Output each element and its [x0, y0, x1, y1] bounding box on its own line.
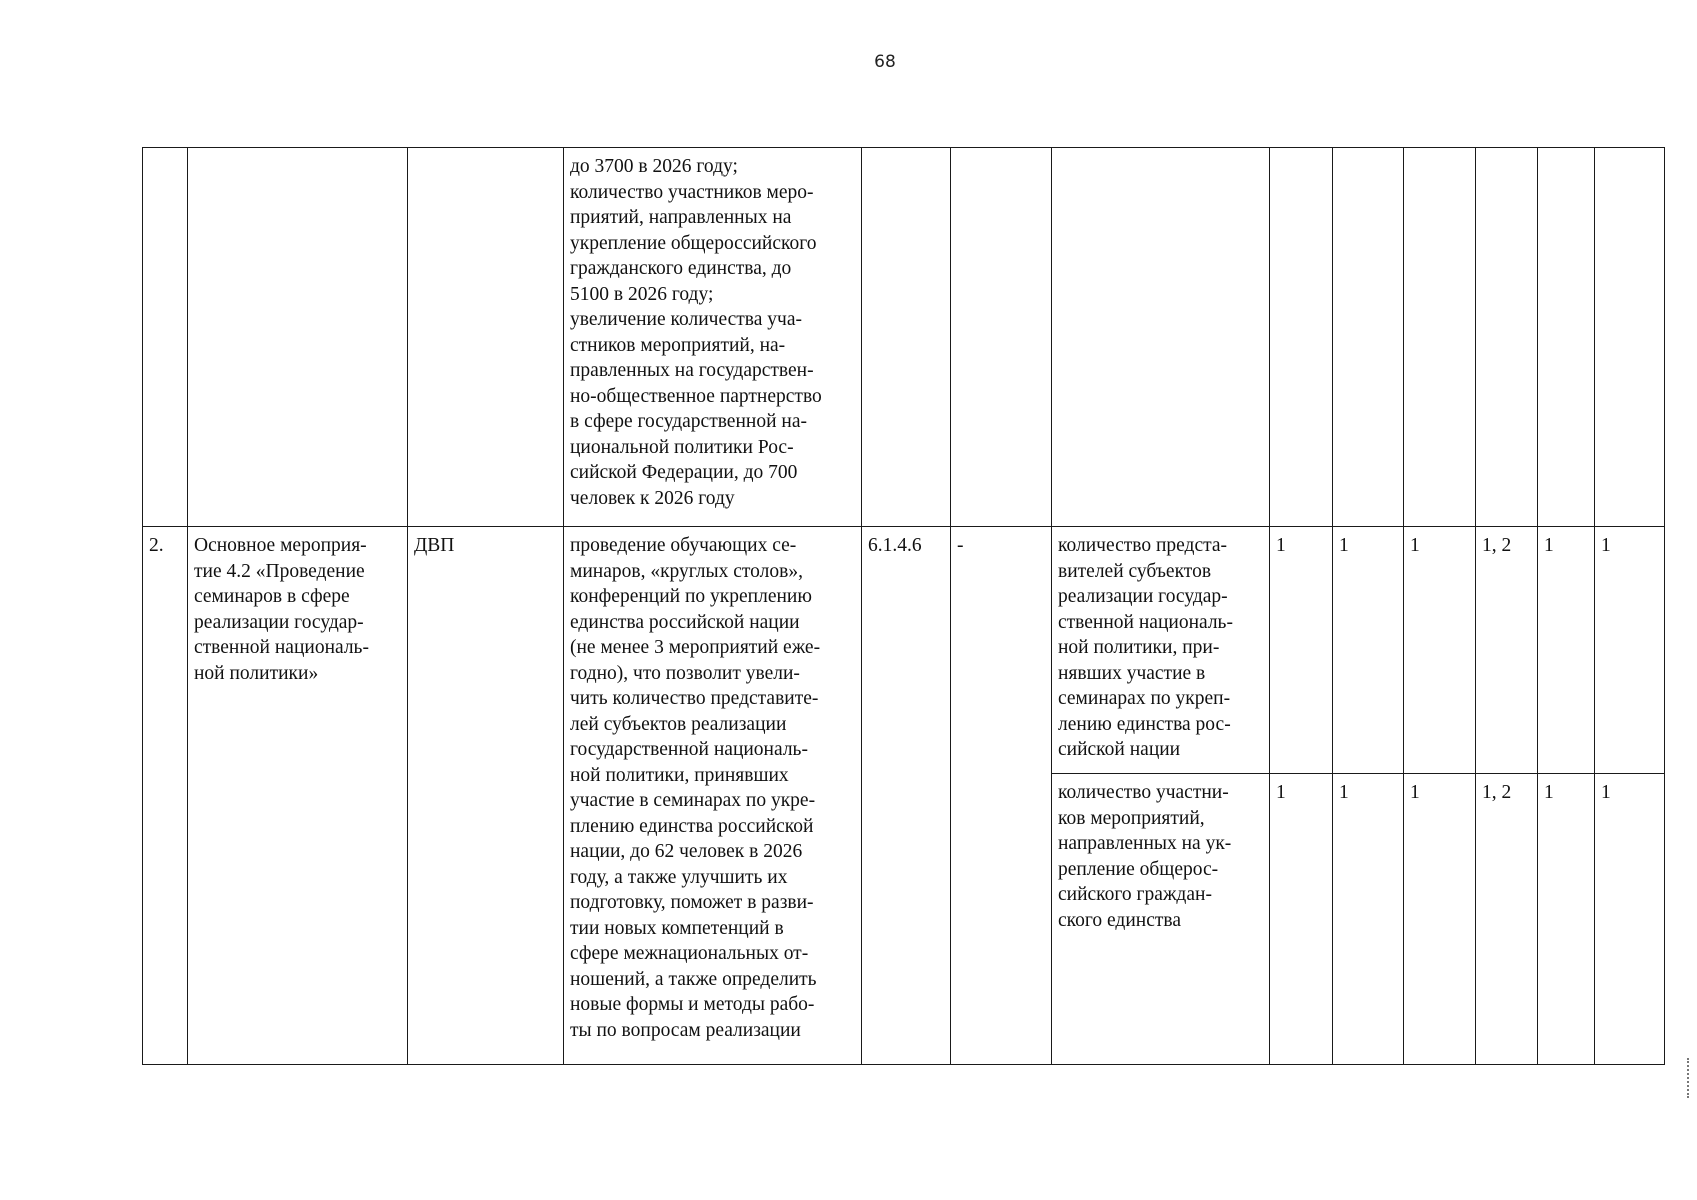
link-cell: [951, 148, 1052, 527]
indicator-value: 1: [1538, 774, 1595, 1065]
indicator-value: 1: [1595, 774, 1665, 1065]
indicator-name: количество участни- ков мероприятий, направленных на ук- репление общерос- сийского граждан- ского единства: [1052, 774, 1270, 1065]
table-row: [143, 527, 1665, 774]
indicator-value: 1: [1538, 527, 1595, 774]
indicator-value: 1, 2: [1476, 774, 1538, 1065]
indicator-value: 1: [1333, 527, 1404, 774]
event-cell: [188, 148, 408, 527]
program-table: [142, 147, 1665, 1065]
executor: ДВП: [408, 527, 564, 1065]
value-cell: [1538, 148, 1595, 527]
scan-edge-marks: [1687, 1058, 1693, 1098]
indicator-value: 1: [1333, 774, 1404, 1065]
indicator-value: 1: [1270, 527, 1333, 774]
value-cell: [1270, 148, 1333, 527]
indicator-value: 1: [1404, 774, 1476, 1065]
value-cell: [1333, 148, 1404, 527]
indicator-name: количество предста- вителей субъектов реализации государ- ственной националь- ной политики, при- нявших участие в семинарах по укреп- лению единства рос- сийской нации: [1052, 527, 1270, 774]
code-cell: [862, 148, 951, 527]
value-cell: [1595, 148, 1665, 527]
value-cell: [1476, 148, 1538, 527]
row-number: 2.: [143, 527, 188, 1065]
number-cell: [143, 148, 188, 527]
indicator-value: 1: [1270, 774, 1333, 1065]
value-cell: [1404, 148, 1476, 527]
program-code: 6.1.4.6: [862, 527, 951, 1065]
expected-result: проведение обучающих се- минаров, «круглых столов», конференций по укреплению единства российской нации (не менее 3 мероприятий еже- годно), что позволит увели- чить количество представите- лей субъектов реализации государственной националь- ной политики, принявших участие в семинарах по укре- плению единства российской нации, до 62 человек в 2026 году, а также улучшить их подготовку, поможет в разви- тии новых компетенций в сфере межнациональных от- ношений, а также определить новые формы и методы рабо- ты по вопросам реализации: [564, 527, 862, 1065]
description-cell: до 3700 в 2026 году; количество участников меро- приятий, направленных на укрепление общероссийского гражданского единства, до 5100 в 2026 году; увеличение количества уча- стников мероприятий, на- правленных на государствен- но-общественное партнерство в сфере государственной на- циональной политики Рос- сийской Федерации, до 700 человек к 2026 году: [564, 148, 862, 527]
page-number: 68: [874, 52, 896, 72]
event-name: Основное мероприя- тие 4.2 «Проведение семинаров в сфере реализации государ- ственной националь- ной политики»: [188, 527, 408, 1065]
indicator-value: 1: [1595, 527, 1665, 774]
table-row: [143, 148, 1665, 527]
executor-cell: [408, 148, 564, 527]
indicator-value: 1, 2: [1476, 527, 1538, 774]
indicator-cell: [1052, 148, 1270, 527]
indicator-value: 1: [1404, 527, 1476, 774]
dash-cell: -: [951, 527, 1052, 1065]
